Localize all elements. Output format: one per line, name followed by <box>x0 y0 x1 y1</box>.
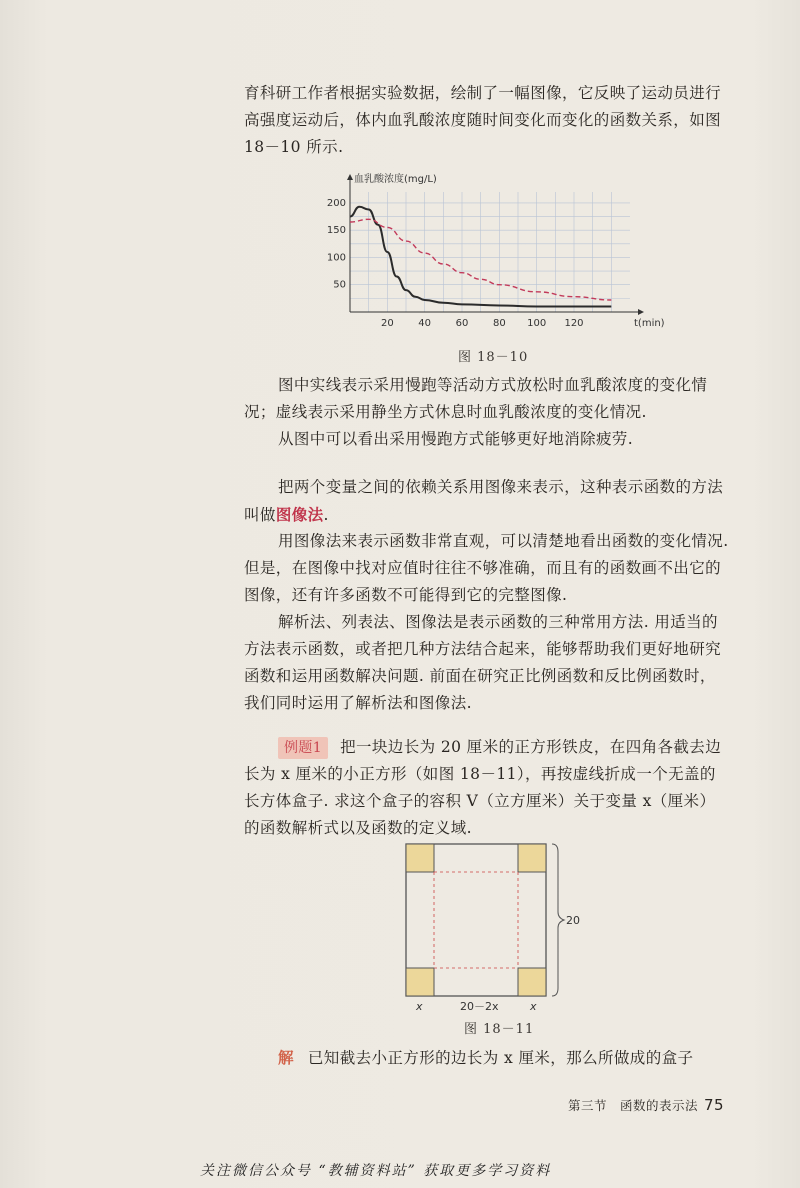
x-tick-label: 120 <box>564 318 584 329</box>
x-tick-label: 40 <box>418 318 432 329</box>
y-tick-label: 100 <box>326 252 346 264</box>
intro-paragraph: 育科研工作者根据实验数据，绘制了一幅图像，它反映了运动员进行高强度运动后，体内血乳酸浓度随时间变化而变化的函数关系，如图 18－10 所示. <box>244 84 722 156</box>
figure-caption-18-10: 图 18－10 <box>458 350 529 365</box>
corner-square-br <box>518 968 546 996</box>
figure-description-1: 图中实线表示采用慢跑等活动方式放松时血乳酸浓度的变化情况；虚线表示采用静坐方式休息时血乳酸浓度的变化情况. <box>244 376 708 421</box>
x-tick-label: 100 <box>527 318 547 329</box>
watermark-text: 关注微信公众号 “教辅资料站” 获取更多学习资料 <box>200 1163 552 1179</box>
x-tick-label: 20 <box>380 318 394 329</box>
lactate-chart <box>318 168 665 338</box>
bottom-label-middle: 20－2x <box>460 1000 499 1013</box>
term-graph-method: 图像法 <box>275 505 324 524</box>
page-footer <box>568 1096 724 1114</box>
x-axis-label: t(min) <box>634 318 665 329</box>
page-number: 75 <box>704 1096 725 1114</box>
corner-square-tl <box>406 844 434 872</box>
graph-method-pros-cons: 用图像法来表示函数非常直观，可以清楚地看出函数的变化情况. 但是，在图像中找对应值时往往不够准确，而且有的函数画不出它的图像，还有许多函数不可能得到它的完整图像. <box>244 532 729 604</box>
bottom-label-right: x <box>530 1000 537 1013</box>
x-axis-arrow <box>638 309 644 315</box>
x-tick-label: 60 <box>455 318 469 329</box>
corner-square-bl <box>406 968 434 996</box>
sheet-diagram <box>396 838 596 1013</box>
y-tick-label: 150 <box>326 225 346 237</box>
x-tick-label: 80 <box>492 318 506 329</box>
three-methods-paragraph: 解析法、列表法、图像法是表示函数的三种常用方法. 用适当的方法表示函数，或者把几种方法结合起来，能够帮助我们更好地研究函数和运用函数解决问题. 前面在研究正比例函数和反比例函数时，我们同时运用了解析法和图像法. <box>244 613 722 712</box>
bottom-label-left: x <box>416 1000 423 1013</box>
example-text: 把一块边长为 20 厘米的正方形铁皮，在四角各截去边长为 x 厘米的小正方形（如图 18－11），再按虚线折成一个无盖的长方体盒子. 求这个盒子的容积 V（立方厘米）关于变量 x（厘米）的函数解析式以及函数的定义域. <box>244 738 722 837</box>
figure-caption-18-11: 图 18－11 <box>464 1022 535 1037</box>
figure-description-2: 从图中可以看出采用慢跑方式能够更好地消除疲劳. <box>278 430 634 448</box>
graph-method-definition <box>244 474 730 529</box>
y-tick-label: 50 <box>333 279 346 291</box>
solution-tag: 解 <box>278 1048 294 1067</box>
definition-end: . <box>323 506 329 524</box>
y-tick-label: 200 <box>326 197 346 209</box>
definition-text: 把两个变量之间的依赖关系用图像来表示，这种表示函数的方法叫做 <box>244 478 724 524</box>
solution-line <box>244 1044 730 1072</box>
example-1 <box>244 734 730 842</box>
corner-square-tr <box>518 844 546 872</box>
y-axis-label: 血乳酸浓度(mg/L) <box>354 174 437 185</box>
brace-right <box>552 844 564 996</box>
solution-text: 已知截去小正方形的边长为 x 厘米，那么所做成的盒子 <box>307 1049 694 1067</box>
section-title: 第三节 函数的表示法 <box>568 1098 699 1113</box>
example-tag: 例题1 <box>278 737 328 759</box>
side-length-label: 20 <box>566 914 580 927</box>
y-axis-arrow <box>347 174 353 180</box>
